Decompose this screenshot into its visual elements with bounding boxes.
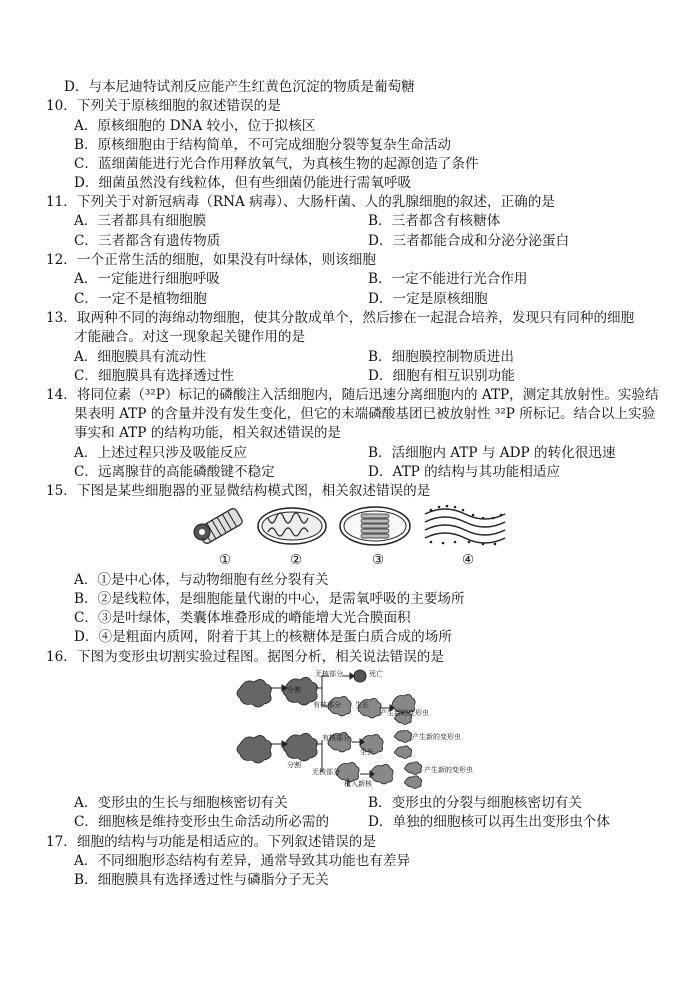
q14-stem-line3: 事实和 ATP 的结构功能，相关叙述错误的是	[74, 425, 342, 441]
q15-option-a: A．①是中心体，与动物细胞有丝分裂有关	[74, 572, 329, 588]
fig-label-grow-2: 生长	[360, 748, 374, 756]
q10-option-a: A．原核细胞的 DNA 较小，位于拟核区	[74, 118, 316, 134]
q15-option-b: B．②是线粒体，是细胞能量代谢的中心，是需氧呼吸的主要场所	[74, 591, 465, 607]
q11-option-c: C．三者都含有遗传物质	[74, 233, 221, 249]
q11-option-b: B．三者都含有核糖体	[368, 213, 501, 229]
organelle-1-centrosome	[194, 507, 244, 545]
figure-label-1: ①	[219, 552, 232, 568]
fig-label-with-nucleus: 有核部分	[313, 701, 341, 709]
q10-option-d: D．细菌虽然没有线粒体，但有些细菌仍能进行需氧呼吸	[74, 175, 412, 191]
q14-option-b: B．活细胞内 ATP 与 ADP 的转化很迅速	[368, 445, 616, 461]
fig-label-dead: 死亡	[369, 670, 383, 678]
q14-stem-line2: 果表明 ATP 的含量并没有发生变化，但它的末端磷酸基团已被放射性 ³²P 所标记。结合以上实验	[74, 406, 656, 422]
organelle-2-mitochondrion	[258, 508, 326, 544]
amoeba-figure-top	[234, 666, 464, 728]
q16-stem: 16．下图为变形虫切割实验过程图。据图分析，相关说法错误的是	[46, 649, 444, 665]
fig-label-split-2: 分割	[287, 761, 301, 769]
q14-option-a: A．上述过程只涉及吸能反应	[74, 445, 247, 461]
q12-option-d: D．一定是原核细胞	[368, 291, 488, 307]
q15-option-d: D．④是粗面内质网，附着于其上的核糖体是蛋白质合成的场所	[74, 629, 452, 645]
fig-label-split: 分割	[287, 686, 301, 694]
q14-stem-line1: 14．将同位素（³²P）标记的磷酸注入活细胞内，随后迅速分离细胞内的 ATP，测定其放射性。实验结	[46, 387, 659, 403]
q10-option-b: B．原核细胞由于结构简单，不可完成细胞分裂等复杂生命活动	[74, 137, 452, 153]
fig-label-new-amoeba: 产生新的变形虫	[380, 709, 429, 717]
q17-option-b: B．细胞膜具有选择透过性与磷脂分子无关	[74, 872, 329, 888]
q13-stem-line1: 13．取两种不同的海绵动物细胞，使其分散成单个，然后掺在一起混合培养，发现只有同种的细胞	[46, 310, 635, 326]
q15-option-c: C．③是叶绿体，类囊体堆叠形成的嵴能增大光合膜面积	[74, 610, 411, 626]
q16-option-b: B．变形虫的分裂与细胞核密切有关	[368, 795, 582, 811]
figure-label-4: ④	[462, 552, 475, 568]
organelle-4-rough-er	[425, 505, 505, 546]
q11-option-d: D．三者都能合成和分泌分泌蛋白	[368, 233, 570, 249]
q10-option-c: C．蓝细菌能进行光合作用释放氧气，为真核生物的起源创造了条件	[74, 156, 479, 172]
q13-option-a: A．细胞膜具有流动性	[74, 349, 207, 365]
fig-label-no-nucleus-2: 无核部分	[312, 768, 340, 776]
fig-label-with-nucleus-2: 有核部分	[322, 734, 350, 742]
q13-option-d: D．细胞有相互识别功能	[368, 368, 515, 384]
figure-label-3: ③	[372, 552, 385, 568]
fig-label-grow: 生长	[355, 701, 369, 709]
q16-option-d: D．单独的细胞核可以再生出变形虫个体	[368, 814, 610, 830]
q11-option-a: A．三者都具有细胞膜	[74, 213, 207, 229]
q16-option-a: A．变形虫的生长与细胞核密切有关	[74, 795, 288, 811]
q17-stem: 17．细胞的结构与功能是相适应的。下列叙述错误的是	[46, 834, 376, 850]
q10-stem: 10．下列关于原核细胞的叙述错误的是	[46, 98, 281, 114]
q16-option-c: C．细胞核是维持变形虫生命活动所必需的	[74, 814, 330, 830]
fig-label-new-amoeba-3: 产生新的变形虫	[424, 766, 473, 774]
figure-label-2: ②	[290, 552, 303, 568]
q11-stem: 11．下列关于对新冠病毒（RNA 病毒）、大肠杆菌、人的乳腺细胞的叙述，正确的是	[46, 194, 555, 210]
q14-option-d: D．ATP 的结构与其功能相适应	[368, 464, 561, 480]
q13-option-b: B．细胞膜控制物质进出	[368, 349, 514, 365]
q13-option-c: C．细胞膜具有选择透过性	[74, 368, 234, 384]
q14-option-c: C．远离腺苷的高能磷酸键不稳定	[74, 464, 275, 480]
q12-stem: 12．一个正常生活的细胞，如果没有叶绿体，则该细胞	[46, 252, 376, 268]
organelle-3-chloroplast	[340, 507, 410, 545]
q17-option-a: A．不同细胞形态结构有差异，通常导致其功能也有差异	[74, 853, 411, 869]
q12-option-a: A．一定能进行细胞呼吸	[74, 271, 220, 287]
q13-stem-line2: 才能融合。对这一现象起关键作用的是	[74, 329, 306, 345]
q9-option-d: D．与本尼迪特试剂反应能产生红黄色沉淀的物质是葡萄糖	[64, 79, 415, 95]
fig-label-no-nucleus: 无核部分	[315, 670, 343, 678]
fig-label-new-amoeba-2: 产生新的变形虫	[412, 733, 461, 741]
q12-option-b: B．一定不能进行光合作用	[368, 271, 528, 287]
q12-option-c: C．一定不是植物细胞	[74, 291, 207, 307]
fig-label-implant: 植入新核	[344, 780, 372, 788]
q15-stem: 15．下图是某些细胞器的亚显微结构模式图，相关叙述错误的是	[46, 483, 431, 499]
